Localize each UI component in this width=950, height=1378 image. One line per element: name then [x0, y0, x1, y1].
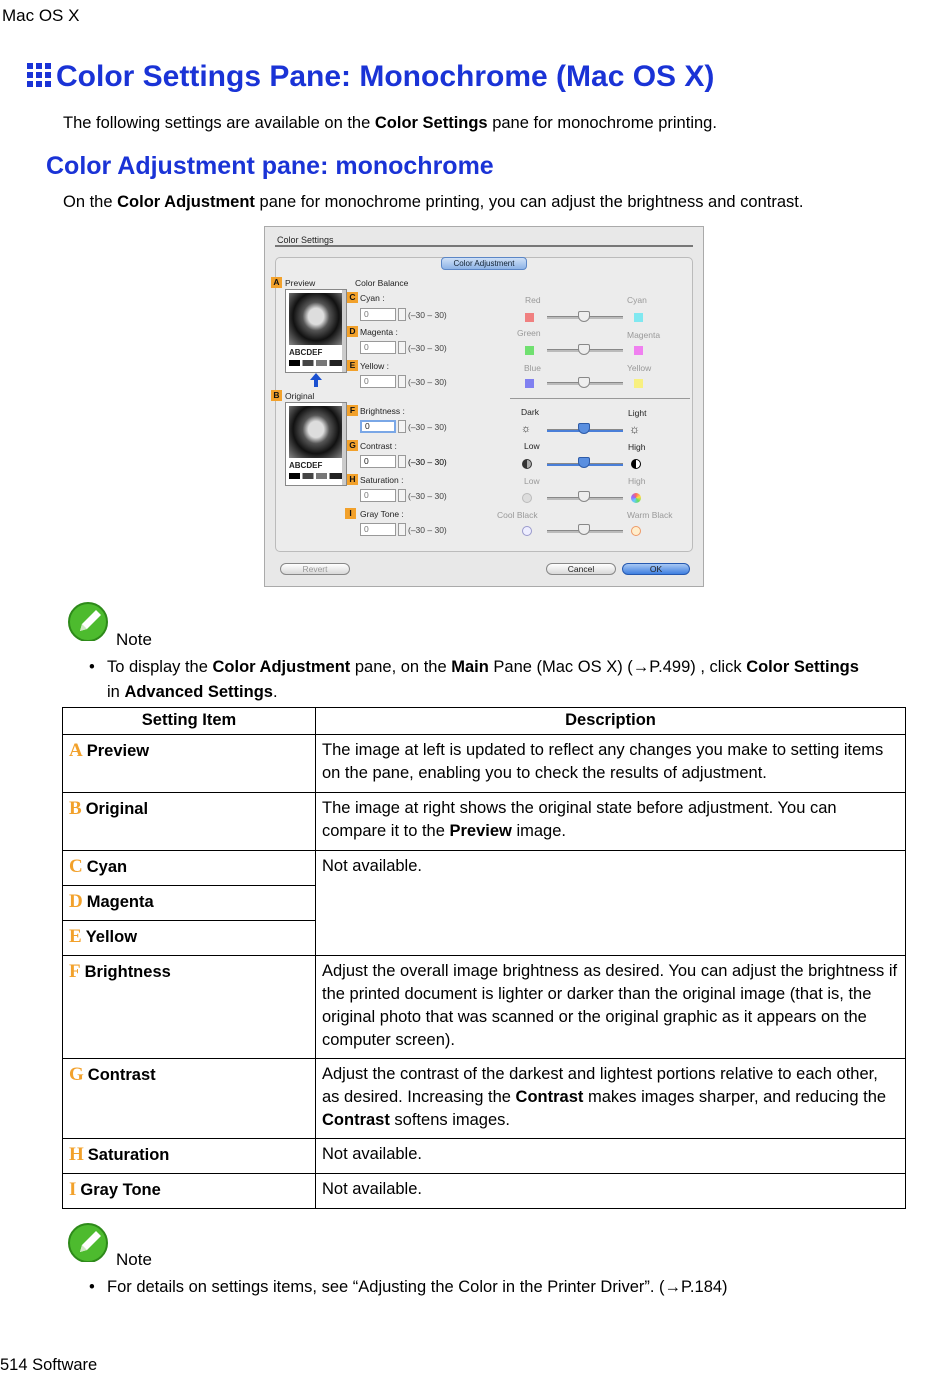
- title-divider: [275, 245, 693, 247]
- blue-swatch: [525, 379, 534, 388]
- cyan-input[interactable]: 0: [360, 308, 396, 321]
- gray-tone-input[interactable]: 0: [360, 523, 396, 536]
- header-setting-item: Setting Item: [63, 708, 316, 735]
- contrast-input[interactable]: 0: [360, 455, 396, 468]
- item-gray-tone: I Gray Tone: [63, 1174, 316, 1209]
- item-saturation: H Saturation: [63, 1139, 316, 1174]
- tab-color-adjustment[interactable]: Color Adjustment: [441, 257, 527, 270]
- table-row: [63, 851, 906, 886]
- low-saturation-label: Low: [524, 476, 540, 486]
- brightness-range: (–30 – 30): [408, 422, 447, 432]
- table-row: [63, 735, 906, 793]
- item-original: B Original: [63, 793, 316, 851]
- low-contrast-label: Low: [524, 441, 540, 451]
- dim-sun-icon: ☼: [521, 423, 532, 435]
- cyan-end-label: Cyan: [627, 295, 647, 305]
- note-bullet: • For details on settings items, see “Adjusting the Color in the Printer Driver”. (→P.184): [89, 1278, 728, 1296]
- original-label: Original: [285, 391, 315, 401]
- bright-sun-icon: ☼: [629, 422, 640, 436]
- note-label: Note: [116, 630, 152, 649]
- magenta-swatch: [634, 346, 643, 355]
- desc-brightness: Adjust the overall image brightness as desired. You can adjust the brightness if the printed document is lighter or darker than the original image (that is, the original photo that was scanned or the original graphic as it appears on the computer screen).: [316, 956, 906, 1059]
- gray-tone-label: Gray Tone :: [360, 509, 404, 519]
- color-adjustment-dialog: [264, 226, 704, 587]
- dark-label: Dark: [521, 407, 539, 417]
- magenta-input[interactable]: 0: [360, 341, 396, 354]
- grid-icon: [26, 62, 52, 88]
- high-contrast-icon: [631, 459, 641, 469]
- yellow-stepper[interactable]: [398, 375, 406, 388]
- badge-e: E: [347, 360, 358, 371]
- badge-h: H: [347, 474, 358, 485]
- preview-image: ABCDEF: [285, 289, 347, 373]
- desc-gray-tone: Not available.: [316, 1174, 906, 1209]
- high-saturation-icon: [631, 493, 641, 503]
- table-row: [63, 1174, 906, 1209]
- low-saturation-icon: [522, 493, 532, 503]
- yellow-end-label: Yellow: [627, 363, 652, 373]
- warm-black-label: Warm Black: [627, 510, 673, 520]
- magenta-label: Magenta :: [360, 327, 398, 337]
- page-footer: 514 Software: [0, 1356, 98, 1374]
- red-label: Red: [525, 295, 541, 305]
- table-row: [63, 956, 906, 1059]
- high-saturation-label: High: [628, 476, 646, 486]
- gray-tone-stepper[interactable]: [398, 523, 406, 536]
- desc-original: The image at right shows the original state before adjustment. You can compare it to the Preview image.: [316, 793, 906, 851]
- cool-black-label: Cool Black: [497, 510, 538, 520]
- contrast-stepper[interactable]: [398, 455, 406, 468]
- brightness-stepper[interactable]: [398, 420, 406, 433]
- yellow-label: Yellow :: [360, 361, 389, 371]
- gray-tone-range: (–30 – 30): [408, 525, 447, 535]
- saturation-label: Saturation :: [360, 475, 404, 485]
- cyan-swatch: [634, 313, 643, 322]
- dialog-title: Color Settings: [277, 235, 334, 245]
- item-brightness: F Brightness: [63, 956, 316, 1059]
- item-magenta: D Magenta: [63, 886, 316, 921]
- brightness-input[interactable]: 0: [360, 420, 396, 433]
- green-swatch: [525, 346, 534, 355]
- magenta-end-label: Magenta: [627, 330, 661, 340]
- badge-c: C: [347, 292, 358, 303]
- high-contrast-label: High: [628, 442, 646, 452]
- item-preview: A Preview: [63, 735, 316, 793]
- brightness-label: Brightness :: [360, 406, 405, 416]
- table-row: [63, 1059, 906, 1139]
- saturation-range: (–30 – 30): [408, 491, 447, 501]
- cool-black-icon: [522, 526, 532, 536]
- revert-button[interactable]: Revert: [280, 563, 350, 575]
- warm-black-icon: [631, 526, 641, 536]
- red-swatch: [525, 313, 534, 322]
- light-label: Light: [628, 408, 647, 418]
- cyan-stepper[interactable]: [398, 308, 406, 321]
- note-label: Note: [116, 1250, 152, 1269]
- magenta-stepper[interactable]: [398, 341, 406, 354]
- contrast-range: (–30 – 30): [408, 457, 447, 467]
- badge-d: D: [347, 326, 358, 337]
- section-intro: On the Color Adjustment pane for monochrome printing, you can adjust the brightness and contrast.: [63, 193, 804, 211]
- note-pencil-icon: [66, 601, 110, 641]
- saturation-input[interactable]: 0: [360, 489, 396, 502]
- yellow-input[interactable]: 0: [360, 375, 396, 388]
- badge-f: F: [347, 405, 358, 416]
- arrow-up-icon: [310, 373, 322, 387]
- contrast-label: Contrast :: [360, 441, 397, 451]
- magenta-range: (–30 – 30): [408, 343, 447, 353]
- table-row: [63, 1139, 906, 1174]
- cancel-button[interactable]: Cancel: [546, 563, 616, 575]
- intro-text: The following settings are available on the Color Settings pane for monochrome printing.: [63, 114, 717, 132]
- settings-table: [62, 707, 906, 1209]
- desc-cmy: Not available.: [316, 851, 906, 956]
- item-contrast: G Contrast: [63, 1059, 316, 1139]
- section-divider: [510, 398, 690, 399]
- cyan-label: Cyan :: [360, 293, 385, 303]
- preview-label: Preview: [285, 278, 316, 288]
- page-title: [26, 60, 714, 94]
- yellow-range: (–30 – 30): [408, 377, 447, 387]
- yellow-swatch: [634, 379, 643, 388]
- ok-button[interactable]: OK: [622, 563, 690, 575]
- cyan-range: (–30 – 30): [408, 310, 447, 320]
- blue-label: Blue: [524, 363, 542, 373]
- section-title: Color Adjustment pane: monochrome: [46, 152, 494, 180]
- badge-a: A: [271, 277, 282, 288]
- desc-preview: The image at left is updated to reflect any changes you make to setting items on the pane, enabling you to check the results of adjustment.: [316, 735, 906, 793]
- badge-g: G: [347, 440, 358, 451]
- low-contrast-icon: [522, 459, 532, 469]
- table-row: [63, 793, 906, 851]
- badge-b: B: [271, 390, 282, 401]
- item-cyan: C Cyan: [63, 851, 316, 886]
- saturation-stepper[interactable]: [398, 489, 406, 502]
- os-section-label: Mac OS X: [2, 6, 80, 25]
- original-image: ABCDEF: [285, 402, 347, 486]
- badge-i: I: [345, 508, 356, 519]
- desc-saturation: Not available.: [316, 1139, 906, 1174]
- item-yellow: E Yellow: [63, 921, 316, 956]
- desc-contrast: Adjust the contrast of the darkest and lightest portions relative to each other, as desired. Increasing the Contrast makes images sharper, and reducing the Contrast softens images.: [316, 1059, 906, 1139]
- note-pencil-icon: [66, 1222, 110, 1262]
- color-balance-label: Color Balance: [355, 278, 409, 288]
- header-description: Description: [316, 708, 906, 735]
- note-bullet: • To display the Color Adjustment pane, on the Main Pane (Mac OS X) (→P.499) , click Color Settings in Advanced Settings.: [89, 658, 859, 701]
- green-label: Green: [517, 328, 541, 338]
- table-header-row: [63, 708, 906, 735]
- page-title-text: Color Settings Pane: Monochrome (Mac OS X): [56, 60, 715, 93]
